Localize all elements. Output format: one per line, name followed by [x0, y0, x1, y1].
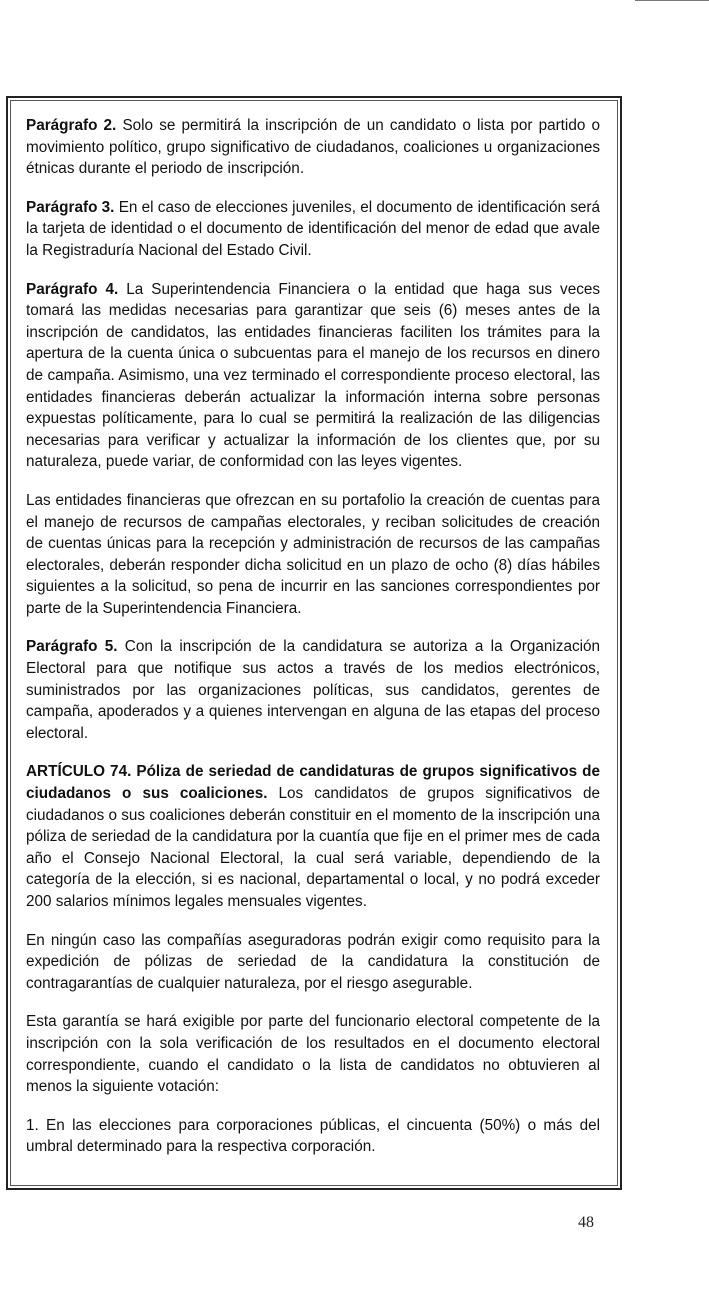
article-heading: ARTÍCULO 74. Póliza de seriedad de candidaturas de grupos significativos de ciudadanos o sus coaliciones. — [26, 763, 600, 803]
paragraph-text: La Superintendencia Financiera o la entidad que haga sus veces tomará las medidas necesarias para garantizar que seis (6) meses antes de la inscripción de candidatos, las entidades financieras faciliten los trámites para la apertura de la cuenta única o subcuentas para el manejo de los recursos en dinero de campaña. Asimismo, una vez terminado el correspondiente proceso electoral, las entidades financieras deberán actualizar la información interna sobre personas expuestas políticamente, para lo cual se permitirá la realización de las diligencias necesarias para verificar y actualizar la información de los clientes que, por su naturaleza, puede variar, de conformidad con las leyes vigentes. — [26, 280, 601, 471]
paragraph-text: En el caso de elecciones juveniles, el documento de identificación será la tarjeta de identidad o el documento de identificación del menor de edad que avale la Registraduría Nacional del Estado Civil. — [26, 198, 601, 259]
top-edge-rule — [635, 0, 709, 1]
paragraph-articulo-74 — [26, 761, 600, 912]
paragraph-text: Los candidatos de grupos significativos de ciudadanos o sus coaliciones deberán constituir en el momento de la inscripción una póliza de seriedad de la candidatura por la cuantía que fije en el primer mes de cada año el Consejo Nacional Electoral, la cual será variable, dependiendo de la categoría de la elección, si es nacional, departamental o local, y no podrá exceder 200 salarios mínimos legales mensuales vigentes. — [26, 785, 600, 910]
paragraph-lead: Parágrafo 3. — [26, 198, 115, 216]
paragraph-text: Con la inscripción de la candidatura se autoriza a la Organización Electoral para que notifique sus actos a través de los medios electrónicos, suministrados por las organizaciones políticas, sus candidatos, gerentes de campaña, apoderados y a quienes intervengan en alguna de las etapas del proceso electoral. — [26, 638, 601, 742]
paragraph-lead: Parágrafo 5. — [26, 638, 118, 656]
paragraph-paragrafo-3 — [26, 197, 600, 262]
paragraph-lead: Parágrafo 2. — [26, 117, 117, 134]
document-body — [26, 115, 600, 1175]
paragraph-garantia-exigible — [26, 1011, 600, 1097]
paragraph-paragrafo-2 — [26, 115, 600, 180]
list-item-1 — [26, 1115, 600, 1158]
paragraph-paragrafo-5 — [26, 636, 600, 744]
paragraph-text: Solo se permitirá la inscripción de un candidato o lista por partido o movimiento político, grupo significativo de ciudadanos, coaliciones u organizaciones étnicas durante el periodo de inscripción. — [26, 117, 600, 178]
paragraph-text: Esta garantía se hará exigible por parte del funcionario electoral competente de la inscripción con la sola verificación de los resultados en el documento electoral correspondiente, cuando el candidato o la lista de candidatos no obtuvieren al menos la siguiente votación: — [26, 1013, 600, 1096]
paragraph-text: En ningún caso las compañías aseguradoras podrán exigir como requisito para la expedición de pólizas de seriedad de la candidatura la constitución de contragarantías de cualquier naturaleza, por el riesgo asegurable. — [26, 931, 600, 992]
paragraph-companias-aseguradoras — [26, 930, 600, 995]
paragraph-paragrafo-4 — [26, 279, 600, 473]
document-frame — [6, 96, 622, 1190]
paragraph-text: 1. En las elecciones para corporaciones públicas, el cincuenta (50%) o más del umbral determinado para la respectiva corporación. — [26, 1116, 600, 1156]
paragraph-entidades-financieras — [26, 490, 600, 620]
paragraph-text: Las entidades financieras que ofrezcan en su portafolio la creación de cuentas para el manejo de recursos de campañas electorales, y reciban solicitudes de creación de cuentas únicas para la recepción y administración de recursos de las campañas electorales, deberán responder dicha solicitud en un plazo de ocho (8) días hábiles siguientes a la solicitud, so pena de incurrir en las sanciones correspondientes por parte de la Superintendencia Financiera. — [26, 491, 600, 617]
page-number: 48 — [578, 1214, 594, 1231]
paragraph-lead: Parágrafo 4. — [26, 280, 119, 298]
